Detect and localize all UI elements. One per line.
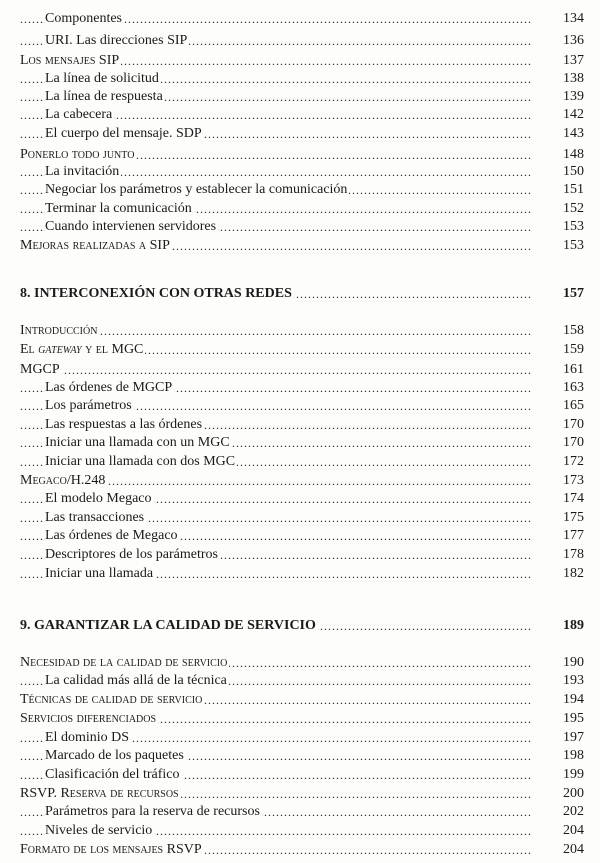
toc-entry-title: El dominio DS <box>45 730 130 745</box>
toc-page-number: 157 <box>563 286 584 301</box>
toc-entry-title: Parámetros para la reserva de recursos <box>45 804 260 819</box>
toc-entry <box>0 822 600 840</box>
toc-entry-title: Las respuestas a las órdenes <box>45 417 203 432</box>
toc-chapter-heading <box>0 617 600 635</box>
toc-page-number: 174 <box>563 491 584 506</box>
toc-entry <box>0 654 600 672</box>
toc-entry <box>0 379 600 397</box>
toc-page-number: 152 <box>563 201 584 216</box>
toc-entry-title: Iniciar una llamada <box>45 566 154 581</box>
toc-entry-title: La línea de solicitud <box>45 71 159 86</box>
toc-entry-title: URI. Las direcciones SIP <box>45 33 188 48</box>
toc-entry-title: Introducción <box>20 323 98 338</box>
toc-entry <box>0 803 600 821</box>
toc-entry-title: Descriptores de los parámetros <box>45 547 218 562</box>
toc-entry <box>0 70 600 88</box>
toc-page-number: 195 <box>563 711 584 726</box>
toc-page-number: 163 <box>563 380 584 395</box>
toc-entry <box>0 106 600 124</box>
toc-entry <box>0 32 600 50</box>
toc-page-number: 190 <box>563 655 584 670</box>
toc-entry <box>0 691 600 709</box>
toc-entry <box>0 747 600 765</box>
toc-entry <box>0 361 600 379</box>
toc-entry <box>0 527 600 545</box>
toc-page-number: 194 <box>563 692 584 707</box>
toc-entry <box>0 785 600 803</box>
toc-entry-title: Marcado de los paquetes <box>45 748 184 763</box>
toc-entry <box>0 218 600 236</box>
toc-page-number: 170 <box>563 435 584 450</box>
toc-entry <box>0 146 600 164</box>
toc-entry <box>0 341 600 359</box>
toc-entry <box>0 841 600 859</box>
toc-chapter-heading <box>0 285 600 303</box>
toc-page-number: 138 <box>563 71 584 86</box>
toc-page-number: 204 <box>563 823 584 838</box>
toc-page-number: 197 <box>563 730 584 745</box>
toc-entry-title: Ponerlo todo junto <box>20 147 135 162</box>
toc-entry <box>0 163 600 181</box>
toc-entry <box>0 434 600 452</box>
toc-entry-title: Niveles de servicio <box>45 823 153 838</box>
toc-entry-title: Los mensajes SIP <box>20 53 120 68</box>
toc-entry-title: Las órdenes de Megaco <box>45 528 178 543</box>
toc-page-number: 142 <box>563 107 584 122</box>
toc-entry-title: RSVP. Reserva de recursos <box>20 786 179 801</box>
toc-entry <box>0 490 600 508</box>
toc-entry <box>0 453 600 471</box>
toc-entry-title: Servicios diferenciados <box>20 711 157 726</box>
toc-entry-title: La cabecera <box>45 107 113 122</box>
toc-page-number: 136 <box>563 33 584 48</box>
toc-entry-title: Formato de los mensajes RSVP <box>20 842 202 857</box>
toc-entry-title: Megaco/H.248 <box>20 473 106 488</box>
toc-page-number: 200 <box>563 786 584 801</box>
toc-entry-title: Terminar la comunicación <box>45 201 192 216</box>
toc-entry <box>0 766 600 784</box>
toc-entry <box>0 565 600 583</box>
toc-page-number: 170 <box>563 417 584 432</box>
toc-page-number: 178 <box>563 547 584 562</box>
toc-entry-title: Iniciar una llamada con un MGC <box>45 435 230 450</box>
toc-page-number: 172 <box>563 454 584 469</box>
toc-page-number: 153 <box>563 219 584 234</box>
toc-page-number: 177 <box>563 528 584 543</box>
toc-page-number: 153 <box>563 238 584 253</box>
toc-entry <box>0 729 600 747</box>
toc-entry-title: La calidad más allá de la técnica <box>45 673 227 688</box>
toc-entry <box>0 88 600 106</box>
toc-entry-title: La invitación <box>45 164 120 179</box>
toc-page-number: 139 <box>563 89 584 104</box>
toc-entry <box>0 200 600 218</box>
toc-entry <box>0 710 600 728</box>
toc-entry-title: 9. GARANTIZAR LA CALIDAD DE SERVICIO <box>20 618 316 633</box>
toc-entry-title: MGCP <box>20 362 60 377</box>
toc-page-number: 161 <box>563 362 584 377</box>
toc-entry-title: El modelo Megaco <box>45 491 152 506</box>
toc-page-number: 175 <box>563 510 584 525</box>
toc-page-number: 158 <box>563 323 584 338</box>
toc-entry <box>0 237 600 255</box>
toc-entry <box>0 125 600 143</box>
toc-page-number: 159 <box>563 342 584 357</box>
toc-entry <box>0 10 600 28</box>
toc-entry-title: Mejoras realizadas a SIP <box>20 238 170 253</box>
toc-page-number: 198 <box>563 748 584 763</box>
toc-entry <box>0 181 600 199</box>
toc-entry-title: El gateway y el MGC <box>20 342 144 357</box>
toc-entry-title: Las transacciones <box>45 510 145 525</box>
toc-entry <box>0 472 600 490</box>
toc-entry <box>0 416 600 434</box>
toc-entry-title: Necesidad de la calidad de servicio <box>20 655 228 670</box>
toc-page-number: 199 <box>563 767 584 782</box>
toc-entry <box>0 672 600 690</box>
toc-entry-title: Negociar los parámetros y establecer la comunicación <box>45 182 348 197</box>
toc-page-number: 137 <box>563 53 584 68</box>
toc-entry-title: Componentes <box>45 11 122 26</box>
toc-page-number: 134 <box>563 11 584 26</box>
toc-entry-title: Técnicas de calidad de servicio <box>20 692 203 707</box>
toc-entry <box>0 52 600 70</box>
toc-page-number: 202 <box>563 804 584 819</box>
toc-entry <box>0 509 600 527</box>
dot-leader <box>20 361 532 379</box>
toc-entry <box>0 322 600 340</box>
toc-entry-title: La línea de respuesta <box>45 89 163 104</box>
toc-page-number: 173 <box>563 473 584 488</box>
toc-entry-title: 8. INTERCONEXIÓN CON OTRAS REDES <box>20 286 292 301</box>
toc-entry-title: Clasificación del tráfico <box>45 767 180 782</box>
toc-page-number: 189 <box>563 618 584 633</box>
toc-entry-title: Cuando intervienen servidores <box>45 219 217 234</box>
toc-page-number: 204 <box>563 842 584 857</box>
toc-page-number: 165 <box>563 398 584 413</box>
toc-page-number: 148 <box>563 147 584 162</box>
toc-entry <box>0 546 600 564</box>
toc-page-number: 143 <box>563 126 584 141</box>
toc-page-number: 193 <box>563 673 584 688</box>
toc-page-number: 150 <box>563 164 584 179</box>
toc-entry <box>0 397 600 415</box>
toc-entry-title: Las órdenes de MGCP <box>45 380 173 395</box>
toc-entry-title: Iniciar una llamada con dos MGC <box>45 454 236 469</box>
toc-entry-title: Los parámetros <box>45 398 132 413</box>
toc-page-number: 151 <box>563 182 584 197</box>
toc-entry-title: El cuerpo del mensaje. SDP <box>45 126 202 141</box>
toc-page-number: 182 <box>563 566 584 581</box>
